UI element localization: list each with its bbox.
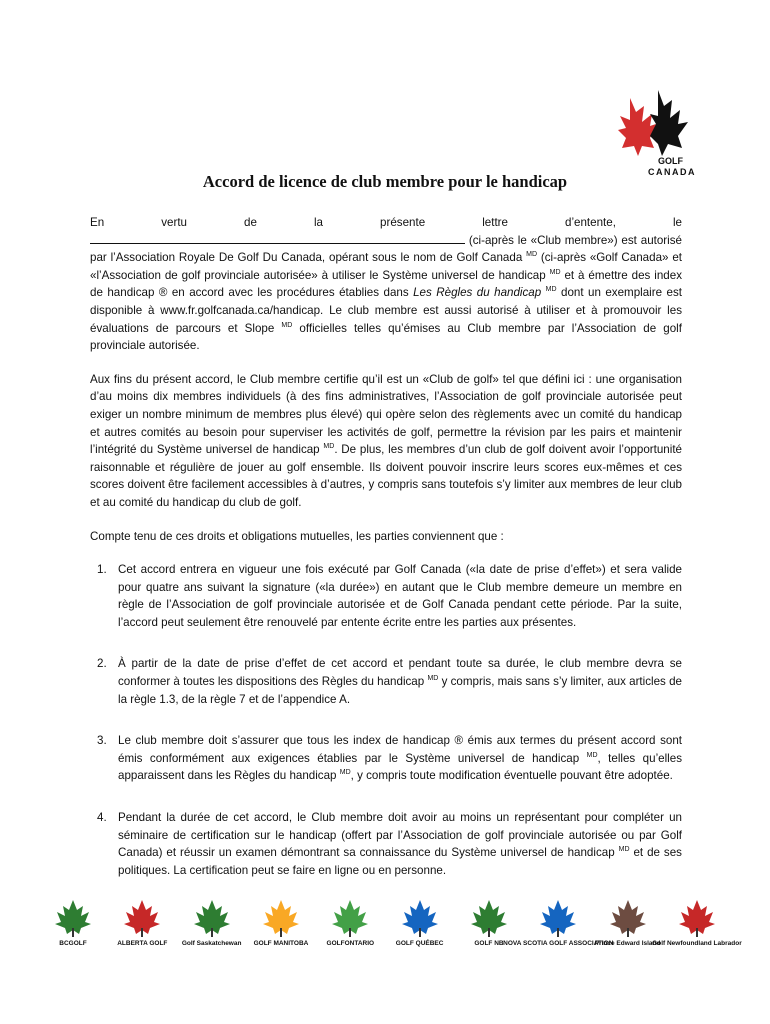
- intro-paragraph: En vertu de la présente lettre d’entente, le (ci-après le «Club membre») est autorisé par l’Association Royale De Golf Du Canada, opérant sous le nom de Golf Canada $^{MD}$ (ci-après «Golf Canada» et «l’Association de golf provinciale autorisée» à utiliser le Système universel de handicap $^{MD}$ et à émettre des index de handicap ® en accord avec les procédures établies dans Les Règles du handicap $^{MD}$ dont un exemplaire est disponible à www.fr.golfcanada.ca/handicap. Le club membre est aussi autorisé à utiliser et à promouvoir les évaluations de parcours et Slope $^{MD}$ officielles telles qu’émises au Club membre par l’Association de golf provinciale autorisée.: [90, 216, 682, 353]
- maple-leaf-icon: [330, 898, 370, 938]
- maple-leaf-icon: [600, 90, 700, 180]
- definition-paragraph: Aux fins du présent accord, le Club membre certifie qu’il est un «Club de golf» tel que défini ici : une organisation d’au moins dix membres individuels (à des fins administratives, l’Association de golf provinciale autorisée peut exiger un nombre minimum de membres plus élevé) qui opère selon des règlements avec un comité du handicap et autres comités au besoin pour superviser les activités de golf, permettre la révision par les pairs et maintenir l’intégrité du Système universel de handicap $^{MD}$. De plus, les membres d’un club de golf doivent avoir l’opportunité raisonnable et régulière de jouer au golf ensemble. Ils doivent pouvoir inscrire leurs scores eux-mêmes et ces scores doivent être facilement accessibles à d’autres, y compris sans toutefois s’y limiter aux membres de leur club et au comité du handicap du club de golf.: [90, 372, 682, 509]
- maple-leaf-icon: [469, 898, 509, 938]
- provincial-logo-label: GOLFONTARIO: [326, 940, 375, 947]
- provincial-logo-label: GOLF QUÉBEC: [395, 940, 444, 947]
- maple-leaf-icon: [677, 898, 717, 938]
- provincial-logo-label: BCGOLF: [59, 940, 87, 947]
- svg-text:GOLF: GOLF: [658, 156, 683, 166]
- provincial-logo-label: NOVA SCOTIA GOLF ASSOCIATION: [503, 940, 614, 947]
- document-body: [90, 214, 682, 903]
- document-title: Accord de licence de club membre pour le handicap: [202, 172, 568, 191]
- provincial-logo-label: Prince Edward Island: [594, 940, 661, 947]
- provincial-logo: [248, 898, 314, 947]
- provincial-logo-label: Golf Saskatchewan: [181, 940, 242, 947]
- provincial-logo: [179, 898, 245, 947]
- maple-leaf-icon: [192, 898, 232, 938]
- list-item: 4. Pendant la durée de cet accord, le Club membre doit avoir au moins un représentant pour compléter un séminaire de certification sur le handicap (offert par l’Association de golf provinciale autorisée ou par Golf Canada) et réussir un examen démontrant sa connaissance du Système universel de handicap $^{MD}$ et de ses politiques. La certification peut se faire en ligne ou en personne.: [97, 811, 682, 877]
- list-item: 1. Cet accord entrera en vigueur une fois exécuté par Golf Canada («la date de prise d’effet») et sera valide pour quatre ans suivant la signature («la durée») en autant que le Club membre demeure un membre en règle de l’Association de golf provinciale autorisée et de Golf Canada pendant cette période. Par la suite, l’accord peut seulement être renouvelé par entente écrite entre les parties aux présentes.: [97, 563, 682, 629]
- maple-leaf-icon: [53, 898, 93, 938]
- provincial-logo: [595, 898, 661, 947]
- maple-leaf-icon: [538, 898, 578, 938]
- terms-list: [90, 561, 682, 879]
- maple-leaf-icon: [261, 898, 301, 938]
- list-item: 3. Le club membre doit s’assurer que tous les index de handicap ® émis aux termes du présent accord sont émis conformément aux exigences établies par le Système universel de handicap $^{MD}$, telles qu’elles apparaissent dans les Règles du handicap $^{MD}$, y compris toute modification éventuelle pouvant être adoptée.: [97, 734, 682, 783]
- provincial-logo: [503, 898, 614, 947]
- provincial-logo: [317, 898, 383, 947]
- svg-text:CANADA: CANADA: [648, 167, 696, 177]
- club-name-blank: [90, 233, 465, 244]
- provincial-logo: [652, 898, 742, 947]
- provincial-logo-label: ALBERTA GOLF: [117, 940, 168, 947]
- provincial-logos: [40, 898, 742, 968]
- agreement-paragraph: Compte tenu de ces droits et obligations mutuelles, les parties conviennent que :: [90, 529, 504, 543]
- golf-canada-logo: [600, 90, 700, 180]
- provincial-logo-label: GOLF NB: [474, 940, 504, 947]
- maple-leaf-icon: [122, 898, 162, 938]
- provincial-logo: [109, 898, 175, 947]
- provincial-logo: [40, 898, 106, 947]
- maple-leaf-icon: [400, 898, 440, 938]
- list-item: 2. À partir de la date de prise d’effet de cet accord et pendant toute sa durée, le club membre devra se conformer à toutes les dispositions des Règles du handicap $^{MD}$ y compris, mais sans s’y limiter, aux articles de la règle 1.3, de la règle 7 et de l’appendice A.: [97, 657, 682, 706]
- provincial-logo: [387, 898, 453, 947]
- provincial-logo-label: Golf Newfoundland Labrador: [652, 940, 742, 947]
- maple-leaf-icon: [608, 898, 648, 938]
- provincial-logo-label: GOLF MANITOBA: [253, 940, 309, 947]
